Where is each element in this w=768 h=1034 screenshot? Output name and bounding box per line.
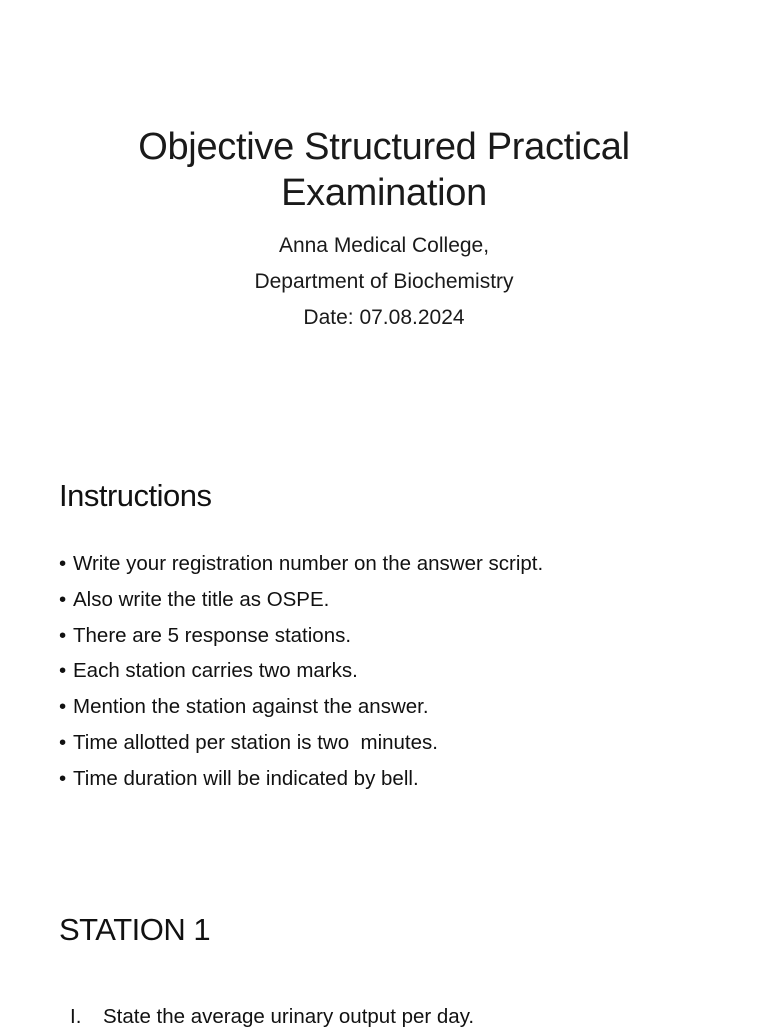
station-1-heading: STATION 1	[59, 912, 211, 947]
college-name: Anna Medical College,	[278, 234, 490, 257]
question-text: State the average urinary output per day.	[103, 1005, 475, 1028]
title-line-1: Objective Structured Practical	[138, 126, 630, 168]
bullet-dot: •	[59, 623, 67, 647]
bullet-dot: •	[59, 587, 67, 611]
title-line-2: Examination	[281, 172, 487, 214]
department-name: Department of Biochemistry	[254, 270, 514, 293]
question-number: I.	[70, 1005, 82, 1028]
list-item	[59, 653, 749, 689]
list-item-text: Write your registration number on the answer script.	[73, 552, 544, 575]
list-item-text: Each station carries two marks.	[73, 659, 358, 683]
list-item-text: Time duration will be indicated by bell.	[73, 766, 419, 790]
list-item-text: Mention the station against the answer.	[73, 695, 429, 719]
bullet-dot: •	[59, 695, 67, 719]
bullet-dot: •	[59, 659, 67, 683]
bullet-dot: •	[59, 552, 67, 575]
list-item-text: Also write the title as OSPE.	[73, 587, 330, 611]
list-item	[59, 761, 749, 797]
bullet-dot: •	[59, 730, 67, 754]
exam-date: Date: 07.08.2024	[303, 306, 465, 329]
subtitle-block	[0, 228, 768, 336]
list-item-text: Time allotted per station is two minutes.	[73, 730, 438, 754]
instructions-list	[59, 546, 749, 797]
bullet-dot: •	[59, 766, 67, 790]
instructions-heading: Instructions	[59, 478, 212, 513]
list-item	[59, 546, 749, 582]
question-item	[70, 1000, 474, 1034]
list-item-text: There are 5 response stations.	[73, 623, 352, 647]
list-item	[59, 582, 749, 618]
list-item	[59, 725, 749, 761]
page-title	[0, 124, 768, 216]
list-item	[59, 689, 749, 725]
list-item	[59, 618, 749, 654]
